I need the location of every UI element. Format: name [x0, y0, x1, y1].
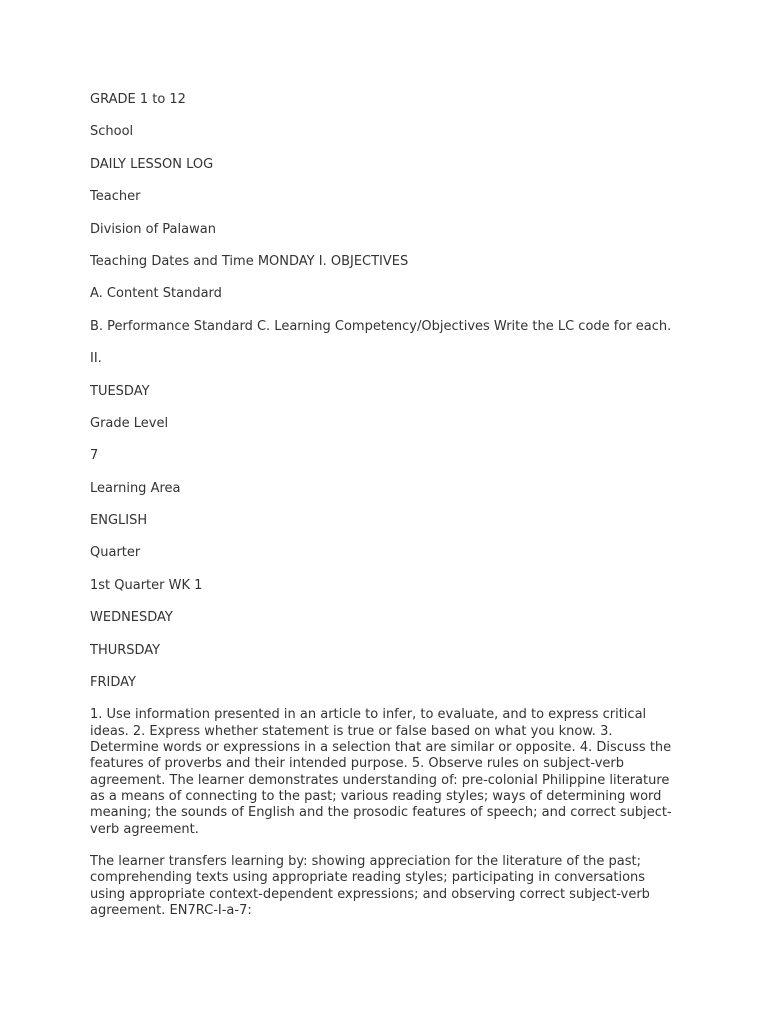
teaching-dates-line: Teaching Dates and Time MONDAY I. OBJECTIVES: [90, 253, 409, 269]
grade-label: GRADE 1 to 12: [90, 92, 186, 107]
friday-label: FRIDAY: [90, 675, 136, 691]
learning-area-label: Learning Area: [90, 480, 181, 496]
document-body: [90, 92, 680, 936]
wednesday-label: WEDNESDAY: [90, 610, 173, 626]
quarter-value: 1st Quarter WK 1: [90, 577, 203, 593]
log-title: DAILY LESSON LOG: [90, 156, 214, 172]
content-standard-label: A. Content Standard: [90, 286, 222, 302]
thursday-label: THURSDAY: [90, 642, 161, 658]
quarter-label: Quarter: [90, 545, 141, 561]
school-label: School: [90, 124, 134, 140]
performance-standard-line: B. Performance Standard C. Learning Competency/Objectives Write the LC code for each.: [90, 318, 672, 334]
teacher-label: Teacher: [90, 189, 141, 205]
objectives-paragraph: 1. Use information presented in an article to infer, to evaluate, and to express critical ideas. 2. Express whether statement is true or false based on what you know. 3. Determine words or expressions in a selection that are similar or opposite. 4. Discuss the features of proverbs and their intended purpose. 5. Observe rules on subject-verb agreement. The learner demonstrates understanding of: pre-colonial Philippine literature as a means of connecting to the past; various reading styles; ways of determining word meaning; the sounds of English and the prosodic features of speech; and correct subject-verb agreement.: [90, 707, 672, 837]
grade-level-label: Grade Level: [90, 415, 169, 431]
division-text: Division of Palawan: [90, 221, 216, 237]
tuesday-label: TUESDAY: [90, 383, 150, 399]
learning-area-value: ENGLISH: [90, 513, 148, 529]
performance-paragraph: The learner transfers learning by: showing appreciation for the literature of the past; comprehending texts using appropriate reading styles; participating in conversations using appropriate context-dependent expressions; and observing correct subject-verb agreement. EN7RC-I-a-7:: [90, 854, 650, 919]
grade-level-value: 7: [90, 448, 99, 464]
section-two-label: II.: [90, 351, 102, 367]
